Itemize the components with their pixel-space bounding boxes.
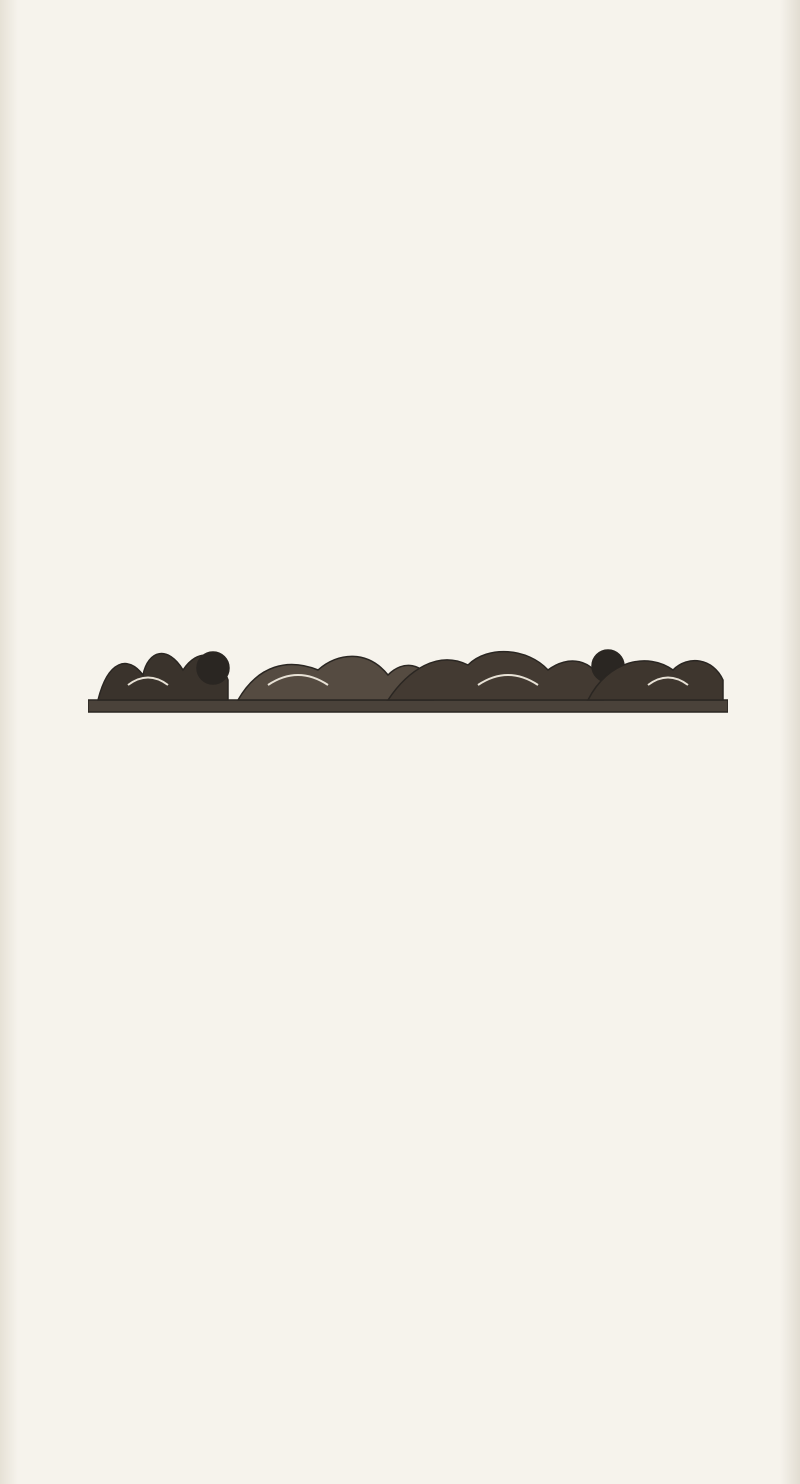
running-header xyxy=(52,48,760,100)
page-gutter-shadow xyxy=(0,0,18,1484)
page-edge-shadow xyxy=(780,0,800,1484)
decorative-headpiece-ornament xyxy=(88,640,728,724)
